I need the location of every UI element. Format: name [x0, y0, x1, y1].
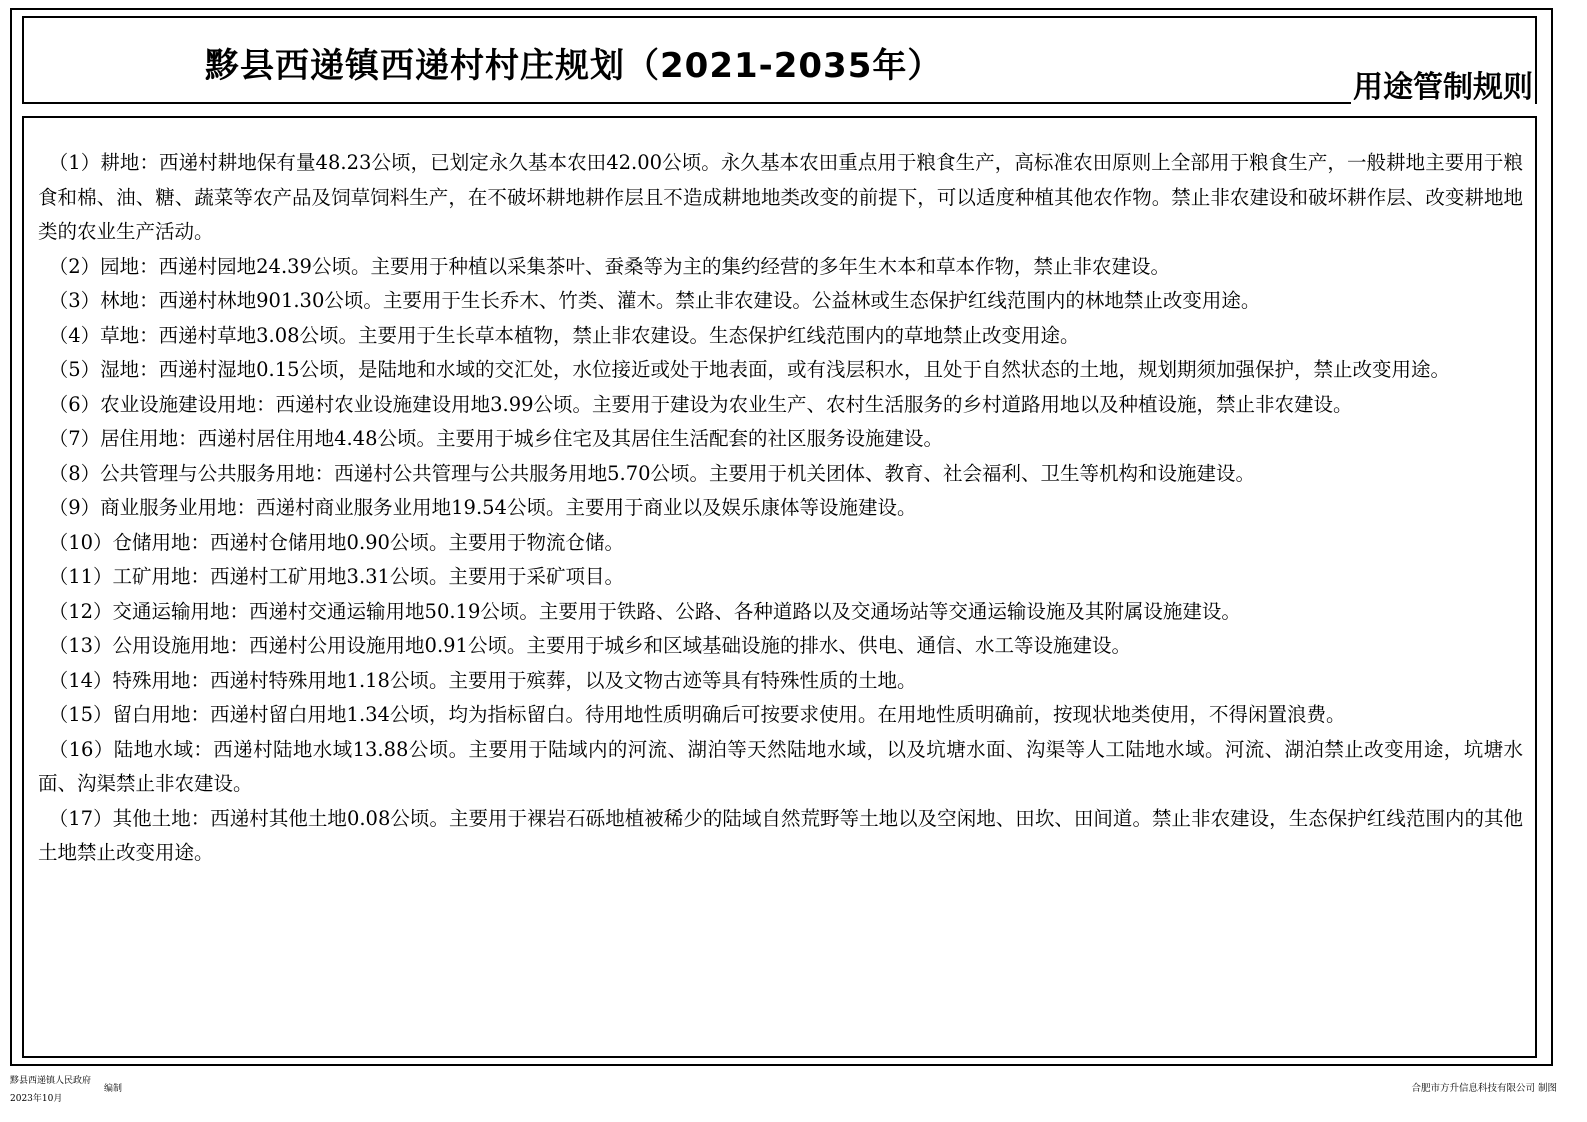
footer-date: 2023年10月	[10, 1094, 63, 1104]
section-subtitle: 用途管制规则	[1353, 70, 1533, 105]
rule-item-reserved-land: （15）留白用地：西递村留白用地1.34公顷，均为指标留白。待用地性质明确后可按要求使用。在用地性质明确前，按现状地类使用，不得闲置浪费。	[48, 703, 1346, 726]
rule-item-cultivated-land: （1）耕地：西递村耕地保有量48.23公顷，已划定永久基本农田42.00公顷。永久基本农田重点用于粮食生产，高标准农田原则上全部用于粮食生产，一般耕地主要用于粮食和棉、油、糖、蔬菜等农产品及饲草饲料生产，在不破坏耕地耕作层且不造成耕地地类改变的前提下，可以适度种植其他农作物。禁止非农建设和破坏耕作层、改变耕地地类的农业生产活动。	[38, 151, 1523, 243]
footer-compile-label: 编制	[104, 1084, 123, 1094]
rule-item-garden-land: （2）园地：西递村园地24.39公顷。主要用于种植以采集茶叶、蚕桑等为主的集约经营的多年生木本和草本作物，禁止非农建设。	[48, 254, 1170, 278]
rule-item-commercial-land: （9）商业服务业用地：西递村商业服务业用地19.54公顷。主要用于商业以及娱乐康体等设施建设。	[48, 496, 917, 519]
rule-item-utility-land: （13）公用设施用地：西递村公用设施用地0.91公顷。主要用于城乡和区域基础设施的排水、供电、通信、水工等设施建设。	[48, 634, 1131, 657]
rule-item-agricultural-facility-land: （6）农业设施建设用地：西递村农业设施建设用地3.99公顷。主要用于建设为农业生产、农村生活服务的乡村道路用地以及种植设施，禁止非农建设。	[48, 392, 1353, 416]
rule-item-transport-land: （12）交通运输用地：西递村交通运输用地50.19公顷。主要用于铁路、公路、各种道路以及交通场站等交通运输设施及其附属设施建设。	[48, 599, 1241, 623]
rule-item-land-water-area: （16）陆地水域：西递村陆地水域13.88公顷。主要用于陆域内的河流、湖泊等天然陆地水域，以及坑塘水面、沟渠等人工陆地水域。河流、湖泊禁止改变用途，坑塘水面、沟渠禁止非农建设。	[38, 737, 1523, 795]
footer-mapmaker: 合肥市方升信息科技有限公司 制图	[1411, 1083, 1557, 1094]
rule-item-other-land: （17）其他土地：西递村其他土地0.08公顷。主要用于裸岩石砾地植被稀少的陆域自然荒野等土地以及空闲地、田坎、田间道。禁止非农建设，生态保护红线范围内的其他土地禁止改变用途。	[38, 806, 1523, 864]
footer-issuer-block	[10, 1072, 91, 1108]
rule-item-industrial-mining-land: （11）工矿用地：西递村工矿用地3.31公顷。主要用于采矿项目。	[48, 565, 624, 588]
rules-content-box	[22, 116, 1537, 1058]
footer-issuer: 黟县西递镇人民政府	[10, 1076, 92, 1086]
page-title: 黟县西递镇西递村村庄规划（2021-2035年）	[205, 46, 943, 86]
rule-item-forest-land: （3）林地：西递村林地901.30公顷。主要用于生长乔木、竹类、灌木。禁止非农建设。公益林或生态保护红线范围内的林地禁止改变用途。	[48, 289, 1261, 312]
rule-item-wetland: （5）湿地：西递村湿地0.15公顷，是陆地和水域的交汇处，水位接近或处于地表面，或有浅层积水，且处于自然状态的土地，规划期须加强保护，禁止改变用途。	[48, 358, 1451, 381]
rule-item-public-service-land: （8）公共管理与公共服务用地：西递村公共管理与公共服务用地5.70公顷。主要用于机关团体、教育、社会福利、卫生等机构和设施建设。	[48, 461, 1256, 485]
rule-item-storage-land: （10）仓储用地：西递村仓储用地0.90公顷。主要用于物流仓储。	[48, 530, 624, 554]
rule-item-grassland: （4）草地：西递村草地3.08公顷。主要用于生长草本植物，禁止非农建设。生态保护红线范围内的草地禁止改变用途。	[48, 323, 1080, 347]
rule-item-residential-land: （7）居住用地：西递村居住用地4.48公顷。主要用于城乡住宅及其居住生活配套的社区服务设施建设。	[48, 427, 944, 450]
rule-item-special-land: （14）特殊用地：西递村特殊用地1.18公顷。主要用于殡葬，以及文物古迹等具有特殊性质的土地。	[48, 668, 917, 692]
